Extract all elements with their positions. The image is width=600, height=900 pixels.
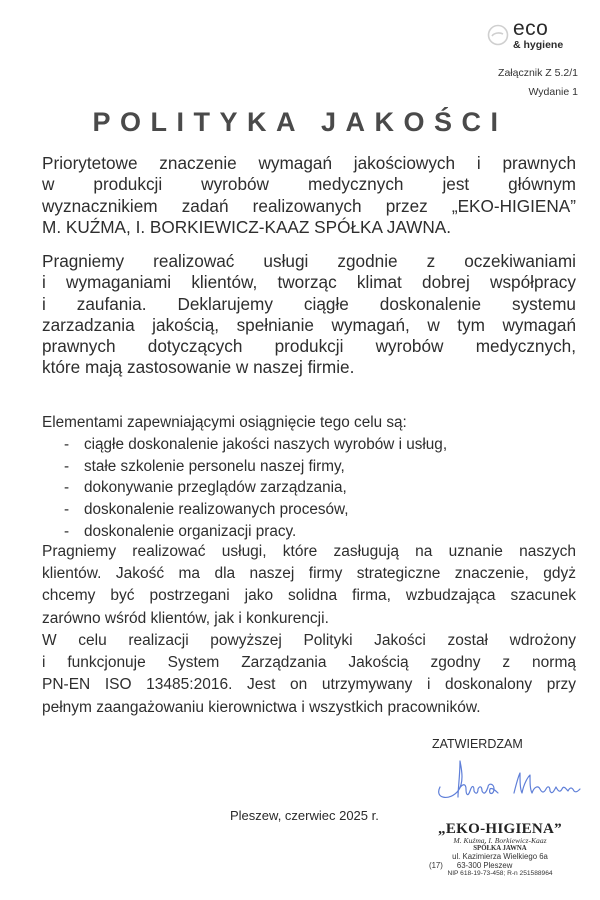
signature [436, 757, 586, 807]
page-title: POLITYKA JAKOŚCI [92, 107, 508, 137]
text-line: które mają zastosowanie w naszej firmie. [42, 357, 355, 378]
text-line: Pragniemy realizować usługi zgodnie z oczekiwaniami [42, 251, 576, 271]
text-line: i wymaganiami klientów, tworząc klimat dobrej współpracy [42, 272, 576, 293]
text-line: w produkcji wyrobów medycznych jest głównym [42, 174, 576, 195]
list-intro: Elementami zapewniającymi osiągnięcie tego celu są: [42, 414, 407, 431]
text-line: Priorytetowe znaczenie wymagań jakościowych i prawnych [42, 153, 576, 173]
bullet-dash: - [64, 522, 70, 540]
quality-elements [42, 412, 576, 543]
list-item-text: ciągłe doskonalenie jakości naszych wyrobów i usług, [84, 435, 448, 453]
text-line: klientów. Jakość ma dla naszej firmy strategiczne znaczenie, gdyż [42, 565, 576, 583]
text-line: wyznacznikiem zadań realizowanych przez „EKO-HIGIENA” [42, 195, 576, 216]
approval-label: ZATWIERDZAM [432, 737, 523, 751]
text-line: W celu realizacji powyższej Polityki Jakości został wdrożony [42, 632, 576, 649]
bullet-dash: - [64, 479, 70, 497]
text-line: chcemy być postrzegani jako solidna firma, wzbudzająca szacunek [42, 587, 576, 605]
list-item-text: doskonalenie organizacji pracy. [84, 522, 297, 540]
stamp-postal: 63-300 Pleszew [456, 860, 513, 870]
paragraph-recognition [42, 541, 576, 630]
list-item [42, 499, 576, 521]
stamp-legal-form: SPÓŁKA JAWNA [473, 845, 527, 852]
logo-text-hygiene: & hygiene [513, 39, 564, 51]
document-reference [498, 64, 578, 102]
text-line: i funkcjonuje System Zarządzania Jakością zgodny z normą [42, 654, 576, 672]
edition-number: Wydanie 1 [528, 86, 578, 98]
paragraph-commitment [42, 251, 576, 379]
text-line: i zaufania. Deklarujemy ciągłe doskonalenie systemu [42, 293, 576, 314]
bullet-dash: - [64, 457, 70, 475]
list-item [42, 477, 576, 499]
list-item-text: dokonywanie przeglądów zarządzania, [84, 479, 347, 497]
bullet-dash: - [64, 435, 70, 453]
stamp-street: ul. Kazimierza Wielkiego 6a [452, 852, 548, 861]
paragraph-priority [42, 153, 576, 238]
text-line: pełnym zaangażowaniu kierownictwa i wszystkich pracowników. [42, 698, 481, 716]
bullet-dash: - [64, 501, 70, 519]
place-and-date: Pleszew, czerwiec 2025 r. [230, 808, 379, 823]
paragraph-qms [42, 630, 576, 719]
stamp-city-row [425, 862, 575, 871]
stamp-tax-ids: NIP 618-19-73-458; R-n 251588964 [447, 870, 553, 877]
stamp-company-name: „EKO-HIGIENA” [438, 821, 562, 837]
logo-text-eco: eco [513, 17, 549, 40]
text-line: Pragniemy realizować usługi, które zasługują na uznanie naszych [42, 543, 576, 560]
text-line: zarówno wśród klientów, jak i konkurencji. [42, 609, 329, 627]
list-item [42, 434, 576, 456]
logo-circle-icon [487, 24, 509, 46]
company-logo [487, 17, 587, 54]
text-line: prawnych dotyczących produkcji wyrobów medycznych, [42, 336, 576, 357]
list-item [42, 521, 576, 543]
stamp-owners: M. Kuźma, I. Borkiewicz-Kaaz [453, 836, 547, 845]
list-item-text: doskonalenie realizowanych procesów, [84, 501, 349, 519]
stamp-area-code: (17) [429, 860, 443, 870]
text-line: M. KUŹMA, I. BORKIEWICZ-KAAZ SPÓŁKA JAWNA. [42, 216, 452, 237]
company-stamp [425, 822, 575, 878]
annex-number: Załącznik Z 5.2/1 [498, 67, 578, 79]
list-item [42, 456, 576, 478]
text-line: zarzadzania jakością, spełnianie wymagań, w tym wymagań [42, 314, 576, 335]
list-item-text: stałe szkolenie personelu naszej firmy, [84, 457, 345, 475]
text-line: PN-EN ISO 13485:2016. Jest on utrzymywany i doskonalony przy [42, 676, 576, 694]
